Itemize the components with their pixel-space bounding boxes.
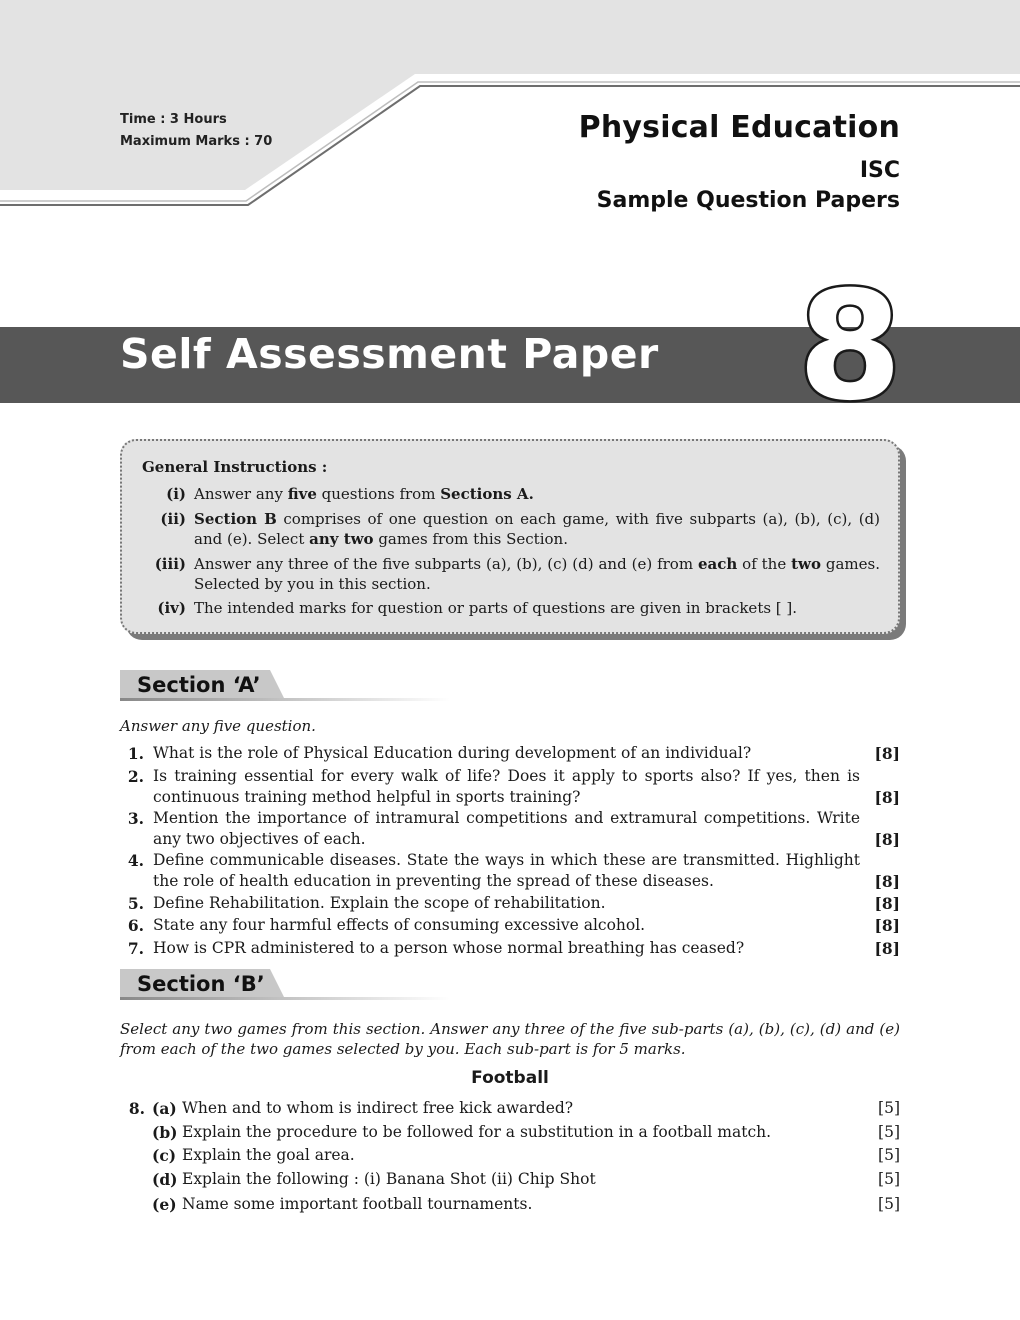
- question-item: [120, 915, 900, 936]
- question-number: 8.: [128, 1099, 145, 1118]
- instruction-item: [150, 509, 880, 549]
- question-text: Mention the importance of intramural competitions and extramural competitions. Write any two objectives of each.: [153, 809, 860, 848]
- instruction-number: (ii): [160, 510, 186, 528]
- instruction-number: (iv): [157, 599, 186, 617]
- instruction-number: (i): [166, 485, 186, 503]
- section-a-heading: Section ‘A’: [137, 673, 261, 697]
- exam-duration: Time : 3 Hours: [120, 112, 227, 127]
- question-number: 2.: [127, 767, 144, 786]
- instruction-item: [150, 598, 880, 618]
- instruction-text: Answer any three of the five subparts (a), (b), (c) (d) and (e) from each of the two games. Selected by you in this section.: [194, 555, 880, 593]
- subpart-label: (d): [152, 1170, 178, 1189]
- subquestion-text: Explain the following : (i) Banana Shot (ii) Chip Shot: [182, 1170, 596, 1188]
- paper-title: Self Assessment Paper: [120, 330, 659, 378]
- section-b-instruction: Select any two games from this section. Answer any three of the five sub-parts (a), (b), (c), (d) and (e) from each of the two games selected by you. Each sub-part is for 5 marks.: [120, 1020, 900, 1058]
- instructions-heading: General Instructions :: [142, 458, 328, 476]
- subquestion-marks: [5]: [878, 1146, 900, 1164]
- question-marks: [8]: [874, 939, 900, 958]
- instruction-text: Section B comprises of one question on each game, with five subparts (a), (b), (c), (d) and (e). Select any two games from this Section.: [194, 510, 880, 548]
- subquestion-item: [120, 1169, 900, 1190]
- question-number: 3.: [127, 809, 144, 828]
- question-marks: [8]: [874, 788, 900, 807]
- question-item: [120, 743, 900, 764]
- subquestion-item: [120, 1145, 900, 1166]
- question-item: [120, 850, 900, 892]
- subquestion-marks: [5]: [878, 1170, 900, 1188]
- question-item: [120, 808, 900, 850]
- question-item: [120, 938, 900, 959]
- question-text: Define communicable diseases. State the ways in which these are transmitted. Highlight the role of health education in preventing the spread of these diseases.: [153, 851, 860, 890]
- board-name: ISC: [859, 158, 900, 183]
- question-number: 6.: [127, 916, 144, 935]
- subquestion-text: Explain the procedure to be followed for a substitution in a football match.: [182, 1123, 772, 1141]
- subpart-label: (c): [152, 1146, 177, 1165]
- instruction-item: [150, 484, 880, 504]
- section-a-instruction: Answer any five question.: [120, 717, 316, 735]
- question-text: Define Rehabilitation. Explain the scope of rehabilitation.: [153, 894, 606, 912]
- paper-number-badge: [790, 270, 910, 410]
- subquestion-marks: [5]: [878, 1195, 900, 1213]
- question-marks: [8]: [874, 916, 900, 935]
- question-marks: [8]: [874, 830, 900, 849]
- question-marks: [8]: [874, 744, 900, 763]
- subquestion-marks: [5]: [878, 1123, 900, 1141]
- question-number: 5.: [127, 894, 144, 913]
- subpart-label: (a): [152, 1099, 177, 1118]
- question-text: State any four harmful effects of consuming excessive alcohol.: [153, 916, 646, 934]
- instruction-text: Answer any five questions from Sections A.: [194, 485, 534, 503]
- paper-number: 8: [797, 270, 903, 410]
- question-text: How is CPR administered to a person whose normal breathing has ceased?: [153, 939, 745, 957]
- instruction-item: [150, 554, 880, 594]
- subpart-label: (e): [152, 1195, 177, 1214]
- question-item: [120, 893, 900, 914]
- maximum-marks: Maximum Marks : 70: [120, 134, 273, 149]
- subquestion-item: [120, 1194, 900, 1215]
- game-title: Football: [471, 1068, 549, 1088]
- subquestion-item: [120, 1098, 900, 1119]
- subquestion-text: Explain the goal area.: [182, 1146, 355, 1164]
- question-marks: [8]: [874, 894, 900, 913]
- subquestion-text: When and to whom is indirect free kick awarded?: [182, 1099, 574, 1117]
- subquestion-text: Name some important football tournaments.: [182, 1195, 533, 1213]
- subquestion-marks: [5]: [878, 1099, 900, 1117]
- subpart-label: (b): [152, 1123, 178, 1142]
- question-number: 7.: [127, 939, 144, 958]
- question-text: Is training essential for every walk of life? Does it apply to sports also? If yes, then is continuous training method helpful in sports training?: [153, 767, 860, 806]
- question-number: 4.: [127, 851, 144, 870]
- question-number: 1.: [127, 744, 144, 763]
- question-text: What is the role of Physical Education during development of an individual?: [153, 744, 752, 762]
- subquestion-item: [120, 1122, 900, 1143]
- question-item: [120, 766, 900, 808]
- subject-title: Physical Education: [578, 110, 900, 145]
- series-title: Sample Question Papers: [596, 188, 900, 213]
- section-b-heading: Section ‘B’: [137, 972, 265, 996]
- instruction-text: The intended marks for question or parts of questions are given in brackets [ ].: [194, 599, 798, 617]
- instruction-number: (iii): [154, 555, 186, 573]
- question-marks: [8]: [874, 872, 900, 891]
